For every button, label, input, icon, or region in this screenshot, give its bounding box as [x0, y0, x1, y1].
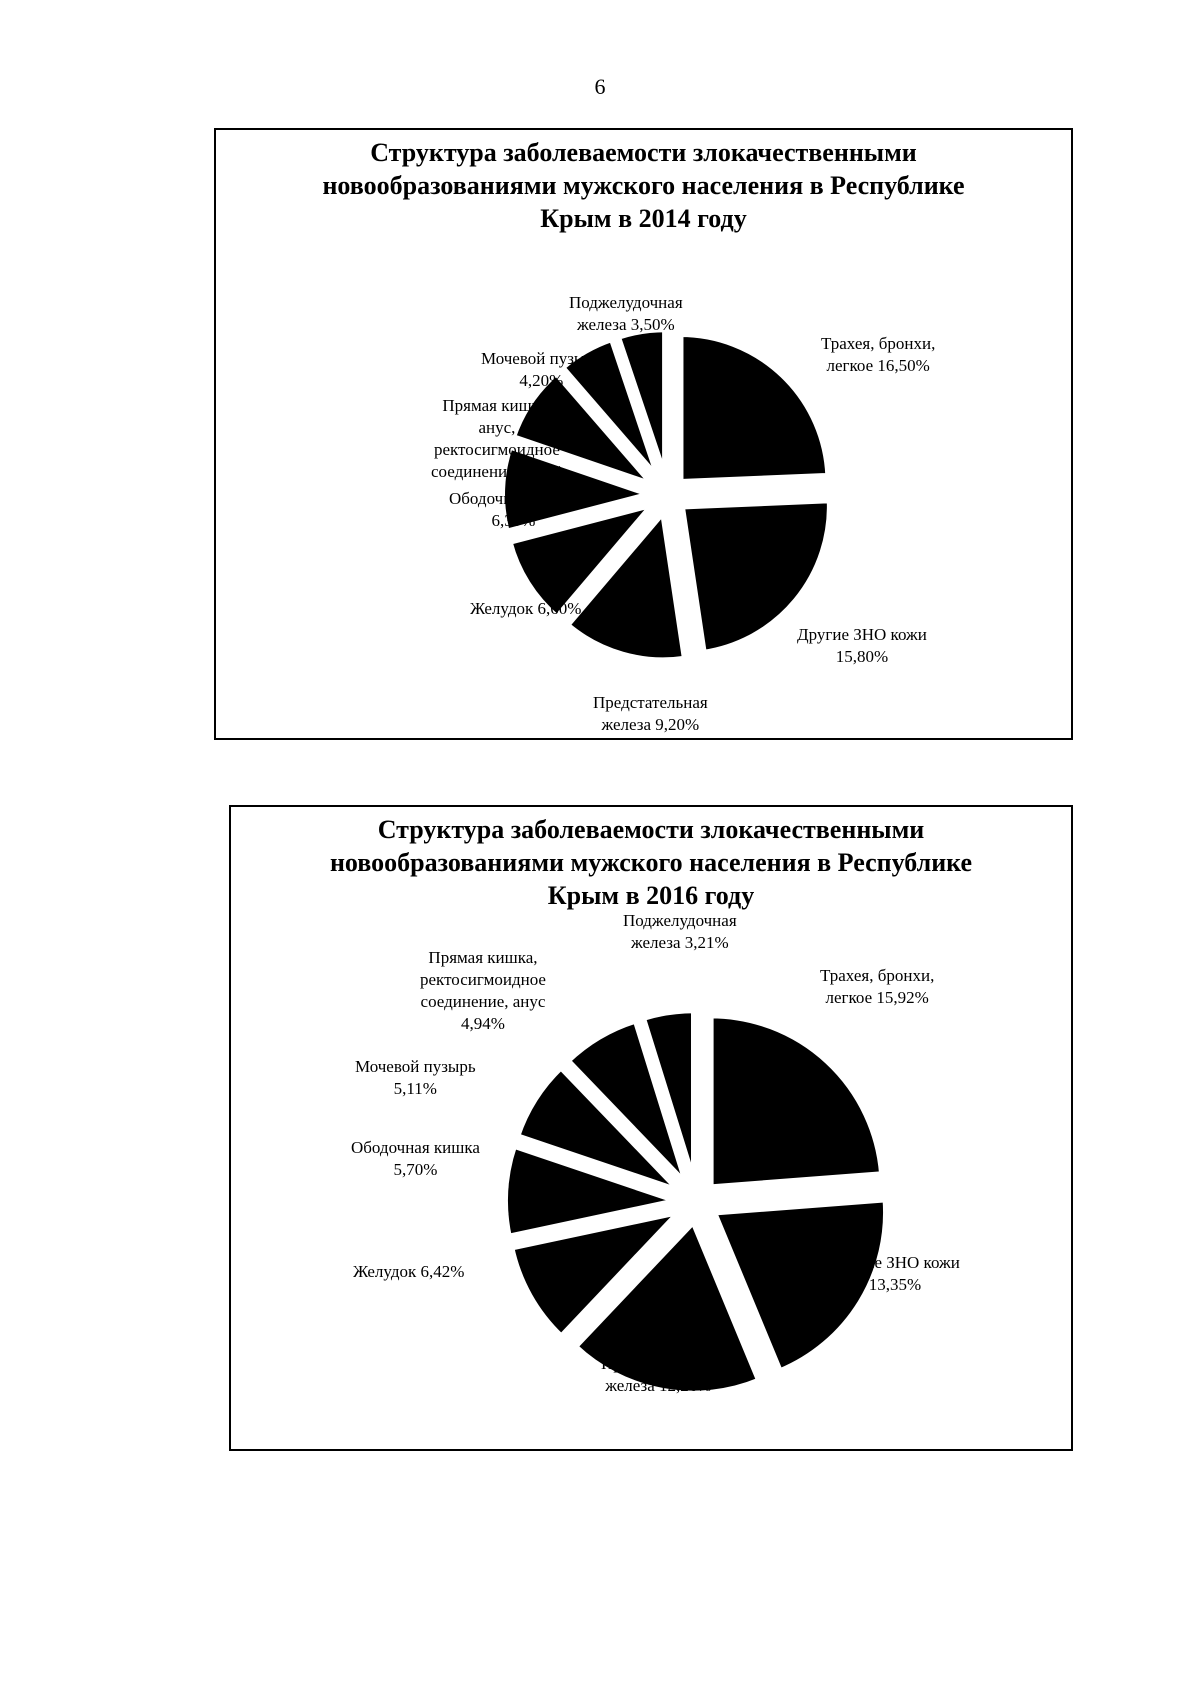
slice-label: Предстательная железа 12,26%: [601, 1354, 716, 1395]
slice-label: Поджелудочная железа 3,21%: [623, 911, 737, 952]
slice-label: Другие ЗНО кожи 15,80%: [797, 625, 927, 666]
pie-svg-2014: [216, 130, 1075, 742]
pie-slice: [711, 1015, 883, 1187]
slice-label: Мочевой пузырь 4,20%: [481, 349, 602, 390]
slice-label: Другие ЗНО кожи 13,35%: [830, 1253, 960, 1294]
pie-chart-2014: [214, 128, 1073, 740]
slice-label: Прямая кишка, анус, ректосигмоидное соединение 5,70%: [431, 396, 563, 481]
slice-label: Желудок 6,60%: [470, 599, 582, 618]
chart-title: Структура заболеваемости злокачественными новообразованиями мужского населения в Республике Крым в 2014 году: [322, 138, 965, 233]
slice-label: Трахея, бронхи, легкое 15,92%: [820, 966, 935, 1007]
slice-label: Поджелудочная железа 3,50%: [569, 293, 683, 334]
slice-label: Ободочная кишка 5,70%: [351, 1138, 480, 1179]
slice-label: Предстательная железа 9,20%: [593, 693, 708, 734]
pie-chart-2016: [229, 805, 1073, 1451]
slice-label: Прямая кишка, ректосигмоидное соединение, анус 4,94%: [420, 948, 546, 1033]
slice-label: Ободочная кишка 6,30%: [449, 489, 578, 530]
chart-title: Структура заболеваемости злокачественными новообразованиями мужского населения в Республике Крым в 2016 году: [329, 815, 973, 910]
slice-label: Мочевой пузырь 5,11%: [355, 1057, 476, 1098]
slice-label: Трахея, бронхи, легкое 16,50%: [821, 334, 936, 375]
pie-slice: [680, 334, 828, 482]
page-number: 6: [594, 74, 606, 99]
slice-label: Желудок 6,42%: [353, 1262, 465, 1281]
